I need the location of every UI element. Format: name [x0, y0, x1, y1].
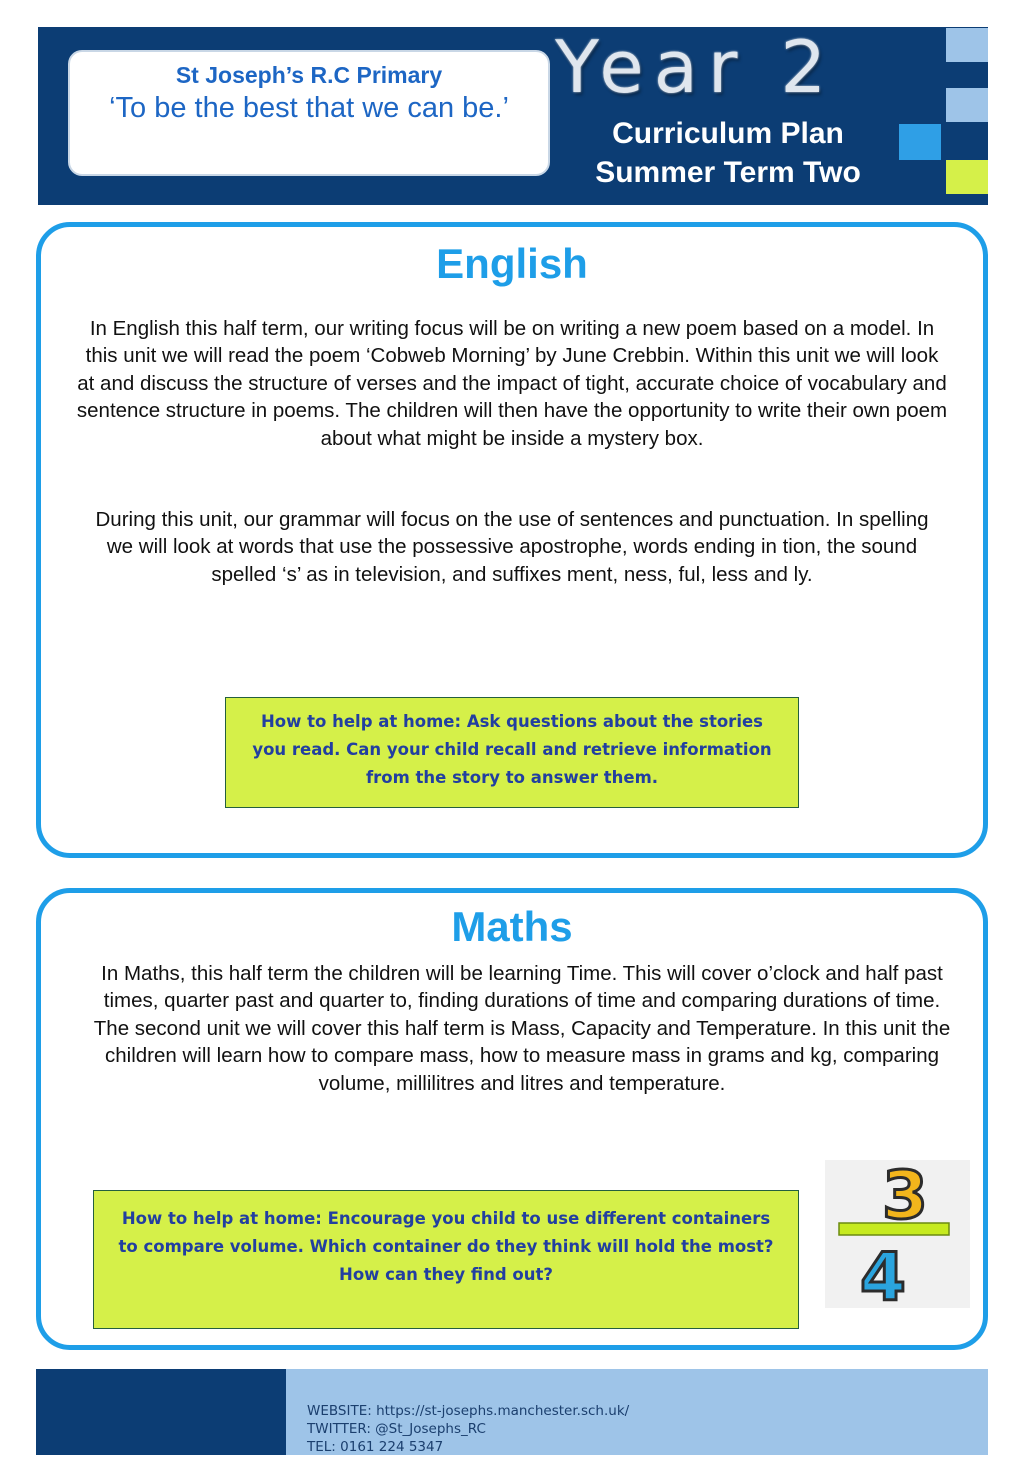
- year-title: Year 2: [555, 25, 837, 109]
- fraction-icon: [825, 1160, 970, 1308]
- decor-square: [946, 160, 988, 194]
- maths-title: Maths: [451, 903, 573, 950]
- english-help-text: Ask questions about the stories you read. Can your child recall and retrieve information from the story to answer them.: [252, 712, 772, 787]
- curriculum-plan-title: Curriculum Plan: [612, 117, 844, 150]
- footer-dark-block: [36, 1369, 286, 1455]
- english-help-label: How to help at home:: [261, 712, 462, 731]
- decor-square: [899, 124, 941, 160]
- english-paragraph-writing: In English this half term, our writing focus will be on writing a new poem based on a model. In this unit we will read the poem ‘Cobweb Morning’ by June Crebbin. Within this unit we will look at and discuss the structure of verses and the impact of tight, accurate choice of vocabulary and sentence structure in poems. The children will then have the opportunity to write their own poem about what might be inside a mystery box.: [76, 317, 948, 450]
- decor-square: [946, 88, 988, 122]
- english-home-help-box: [225, 697, 799, 808]
- footer-tel: TEL: 0161 224 5347: [307, 1439, 444, 1455]
- footer-website[interactable]: WEBSITE: https://st-josephs.manchester.sch.uk/: [307, 1403, 630, 1419]
- maths-help-text: Encourage you child to use different containers to compare volume. Which container do they think will hold the most? How can they find out?: [118, 1209, 774, 1284]
- maths-home-help-box: [93, 1190, 799, 1329]
- decor-square: [946, 28, 988, 62]
- maths-paragraph: In Maths, this half term the children will be learning Time. This will cover o’clock and half past times, quarter past and quarter to, finding durations of time and comparing durations of time. The second unit we will cover this half term is Mass, Capacity and Temperature. In this unit the children will learn how to compare mass, how to measure mass in grams and kg, comparing volume, millilitres and litres and temperature.: [93, 962, 951, 1095]
- footer-contact: [307, 1402, 629, 1456]
- footer-twitter[interactable]: TWITTER: @St_Josephs_RC: [307, 1421, 486, 1437]
- english-title: English: [436, 240, 588, 287]
- fraction-numerator: 3: [882, 1160, 928, 1234]
- school-motto: ‘To be the best that we can be.’: [109, 92, 509, 124]
- school-name: St Joseph’s R.C Primary: [175, 62, 443, 88]
- fraction-denominator: 4: [860, 1239, 906, 1308]
- english-paragraph-grammar: During this unit, our grammar will focus on the use of sentences and punctuation. In spelling we will look at words that use the possessive apostrophe, words ending in tion, the sound spelled ‘s’ as in television, and suffixes ment, ness, ful, less and ly.: [95, 508, 929, 586]
- school-info-box: [68, 50, 550, 176]
- term-title: Summer Term Two: [595, 156, 861, 189]
- maths-help-label: How to help at home:: [121, 1209, 322, 1228]
